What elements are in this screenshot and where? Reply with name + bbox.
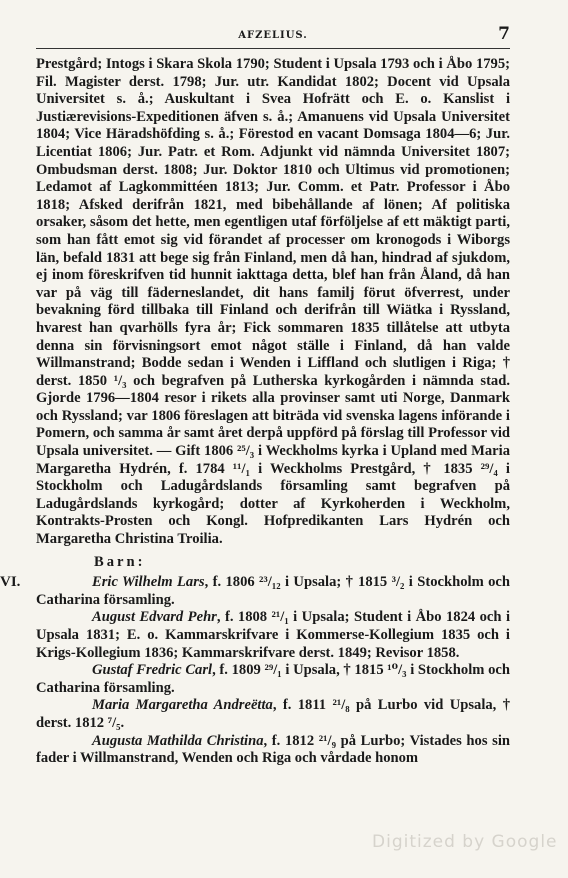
digitized-watermark: Digitized by Google [372, 832, 558, 852]
child-name: Gustaf Fredric Carl [92, 662, 213, 679]
child-entry [36, 662, 510, 697]
child-entry [0, 574, 510, 609]
generation-marker: VI. [0, 574, 21, 591]
child-details: , f. 1806 ²³/₁₂ i Upsala; † 1815 ³/₂ i Stockholm och Catharina församling. [36, 574, 510, 608]
child-details: , f. 1811 ²¹/₈ på Lurbo vid Upsala, † derst. 1812 ⁷/₅. [36, 697, 510, 731]
child-details: , f. 1812 ²¹/₉ på Lurbo; Vistades hos sin fader i Willmanstrand, Wenden och Riga och vårdade honom [36, 732, 510, 767]
child-name: Augusta Mathilda Christina [92, 732, 264, 749]
page-number: 7 [498, 24, 510, 44]
child-entry [36, 697, 510, 732]
child-entry [36, 609, 510, 662]
biography-paragraph: Prestgård; Intogs i Skara Skola 1790; Student i Upsala 1793 och i Åbo 1795; Fil. Magister derst. 1798; Jur. utr. Kandidat 1802; Docent vid Upsala Universitet s. å.; Auskultant i Svea Hofrätt och E. o. Kanslist i Justiærevisions-Expeditionen äfven s. å.; Amanuens vid Upsala Universitet 1804; Vice Häradshöfding s. å.; Förestod en vacant Domsaga 1804—6; Jur. Licentiat 1806; Jur. Patr. et Rom. Adjunkt vid nämnda Universitet 1807; Ombudsman derst. 1808; Jur. Doktor 1810 och Ultimus vid promotionen; Ledamot af Lagkommittéen 1813; Jur. Comm. et Patr. Professor i Åbo 1818; Afsked derifrån 1821, med bibehållande af lönen; Af politiska orsaker, såsom det hette, men egentligen utaf förföljelse af ett mäktigt parti, som han fått emot sig vid förandet af processer om kronogods i Wiborgs län, befald 1831 att bege sig från Finland, men då han, hindrad af sjukdom, ej inom föreskrifven tid hunnit iakttaga detta, blef han från Åland, då han var på väg till fäderneslandet, dit hans familj förut öfverrest, under bevakning förd tillbaka till Finland och derifrån till Wiätka i Ryssland, hvarest han qvarhölls fyra år; Fick sommaren 1835 tillåtelse att utbyta denna sin förvisningsort emot något ställe i Finland, då han valde Willmanstrand; Bodde sedan i Wenden i Liffland och slutligen i Riga; † derst. 1850 ¹/₃ och begrafven på Lutherska kyrkogården i nämnda stad. Gjorde 1796—1804 resor i rikets alla provinser samt uti Norge, Danmark och Ryssland; var 1806 föreslagen att biträda vid svenska lagens införande i Pomern, och samma år samt året derpå uppförd på förslag till Professor vid Upsala universitet. — Gift 1806 ²⁵/₃ i Weckholms kyrka i Upland med Maria Margaretha Hydrén, f. 1784 ¹¹/₁ i Weckholms Prestgård, † 1835 ²⁹/₄ i Stockholm och Ladugårdslands församling samt begrafven på Ladugårdslands kyrkogård; dotter af Kyrkoherden i Weckholm, Kontrakts-Prosten och Kongl. Hofpredikanten Lars Hydrén och Margaretha Christina Troilia. [36, 56, 510, 548]
page-header [36, 26, 510, 49]
children-heading: Barn: [94, 553, 146, 570]
child-name: August Edvard Pehr [92, 609, 217, 626]
child-name: Eric Wilhelm Lars [92, 574, 205, 591]
child-name: Maria Margaretha Andreëtta [92, 697, 273, 714]
running-head: AFZELIUS. [238, 30, 308, 41]
child-entry [36, 733, 510, 768]
body-text [0, 56, 510, 768]
child-details: , f. 1809 ²⁹/₁ i Upsala, † 1815 ¹⁰/₃ i Stockholm och Catharina församling. [36, 662, 510, 696]
child-details: , f. 1808 ²¹/₁ i Upsala; Student i Åbo 1824 och i Upsala 1831; E. o. Kammarskrifvare i Kommerse-Kollegium 1835 och i Krigs-Kollegium 1836; Kammarskrifvare derst. 1849; Revisor 1858. [36, 609, 510, 661]
